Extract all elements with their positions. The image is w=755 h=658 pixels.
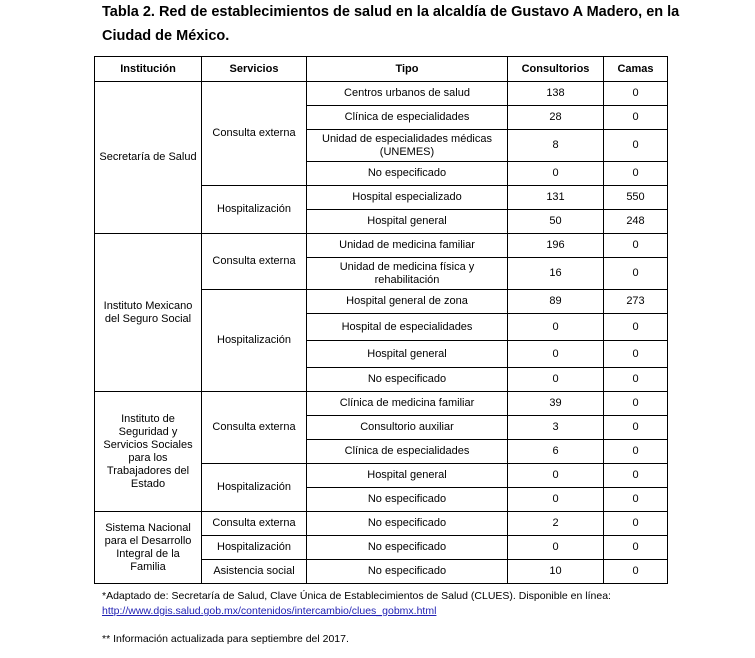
consultorios-cell: 16: [508, 258, 604, 290]
institution-cell: Sistema Nacional para el Desarrollo Integral de la Familia: [95, 512, 202, 584]
consultorios-cell: 3: [508, 416, 604, 440]
institution-cell: Secretaría de Salud: [95, 82, 202, 234]
camas-cell: 550: [604, 186, 668, 210]
tipo-cell: No especificado: [307, 512, 508, 536]
consultorios-cell: 10: [508, 560, 604, 584]
camas-cell: 0: [604, 234, 668, 258]
camas-cell: 0: [604, 162, 668, 186]
tipo-cell: Clínica de especialidades: [307, 440, 508, 464]
consultorios-cell: 6: [508, 440, 604, 464]
tipo-cell: Hospital general: [307, 464, 508, 488]
camas-cell: 0: [604, 368, 668, 392]
consultorios-cell: 50: [508, 210, 604, 234]
service-cell: Hospitalización: [202, 536, 307, 560]
camas-cell: 0: [604, 258, 668, 290]
tipo-cell: No especificado: [307, 368, 508, 392]
header-institucion: Institución: [95, 57, 202, 82]
consultorios-cell: 89: [508, 290, 604, 314]
consultorios-cell: 8: [508, 130, 604, 162]
tipo-cell: Clínica de especialidades: [307, 106, 508, 130]
tipo-cell: Unidad de medicina física y rehabilitación: [307, 258, 508, 290]
tipo-cell: No especificado: [307, 536, 508, 560]
service-cell: Consulta externa: [202, 512, 307, 536]
table-notes: [102, 589, 682, 658]
table-row: [95, 512, 668, 536]
consultorios-cell: 0: [508, 464, 604, 488]
consultorios-cell: 138: [508, 82, 604, 106]
service-cell: Consulta externa: [202, 392, 307, 464]
header-row: [95, 57, 668, 82]
tipo-cell: Hospital general de zona: [307, 290, 508, 314]
camas-cell: 0: [604, 341, 668, 368]
table-row: [95, 82, 668, 106]
table-row: [95, 234, 668, 258]
table-row: [95, 392, 668, 416]
tipo-cell: No especificado: [307, 560, 508, 584]
institution-cell: Instituto Mexicano del Seguro Social: [95, 234, 202, 392]
tipo-cell: Unidad de medicina familiar: [307, 234, 508, 258]
camas-cell: 0: [604, 488, 668, 512]
consultorios-cell: 0: [508, 536, 604, 560]
table-title: Tabla 2. Red de establecimientos de salud en la alcaldía de Gustavo A Madero, en la Ciudad de México.: [102, 4, 680, 44]
camas-cell: 0: [604, 82, 668, 106]
tipo-cell: Hospital de especialidades: [307, 314, 508, 341]
tipo-cell: Centros urbanos de salud: [307, 82, 508, 106]
service-cell: Hospitalización: [202, 290, 307, 392]
consultorios-cell: 0: [508, 341, 604, 368]
service-cell: Consulta externa: [202, 82, 307, 186]
camas-cell: 0: [604, 314, 668, 341]
tipo-cell: Hospital general: [307, 341, 508, 368]
camas-cell: 0: [604, 512, 668, 536]
camas-cell: 0: [604, 440, 668, 464]
tipo-cell: Hospital general: [307, 210, 508, 234]
consultorios-cell: 0: [508, 162, 604, 186]
service-cell: Asistencia social: [202, 560, 307, 584]
tipo-cell: No especificado: [307, 488, 508, 512]
source-text: *Adaptado de: Secretaría de Salud, Clave Única de Establecimientos de Salud (CLUES). Disponible en línea:: [102, 590, 611, 602]
camas-cell: 248: [604, 210, 668, 234]
camas-cell: 0: [604, 392, 668, 416]
camas-cell: 0: [604, 106, 668, 130]
tipo-cell: Clínica de medicina familiar: [307, 392, 508, 416]
camas-cell: 0: [604, 464, 668, 488]
service-cell: Consulta externa: [202, 234, 307, 290]
service-cell: Hospitalización: [202, 186, 307, 234]
consultorios-cell: 39: [508, 392, 604, 416]
health-establishments-table: [94, 56, 668, 584]
tipo-cell: Consultorio auxiliar: [307, 416, 508, 440]
consultorios-cell: 2: [508, 512, 604, 536]
clues-link[interactable]: http://www.dgis.salud.gob.mx/contenidos/intercambio/clues_gobmx.html: [102, 605, 437, 617]
consultorios-cell: 0: [508, 368, 604, 392]
consultorios-cell: 28: [508, 106, 604, 130]
camas-cell: 273: [604, 290, 668, 314]
header-camas: Camas: [604, 57, 668, 82]
consultorios-cell: 131: [508, 186, 604, 210]
camas-cell: 0: [604, 416, 668, 440]
institution-cell: Instituto de Seguridad y Servicios Sociales para los Trabajadores del Estado: [95, 392, 202, 512]
update-note: ** Información actualizada para septiembre del 2017.: [102, 633, 349, 645]
consultorios-cell: 196: [508, 234, 604, 258]
source-note: [102, 589, 682, 619]
header-tipo: Tipo: [307, 57, 508, 82]
service-cell: Hospitalización: [202, 464, 307, 512]
tipo-cell: Hospital especializado: [307, 186, 508, 210]
consultorios-cell: 0: [508, 488, 604, 512]
tipo-cell: No especificado: [307, 162, 508, 186]
header-consultorios: Consultorios: [508, 57, 604, 82]
tipo-cell: Unidad de especialidades médicas (UNEMES): [307, 130, 508, 162]
camas-cell: 0: [604, 560, 668, 584]
camas-cell: 0: [604, 130, 668, 162]
camas-cell: 0: [604, 536, 668, 560]
consultorios-cell: 0: [508, 314, 604, 341]
table-body: [95, 82, 668, 584]
header-servicios: Servicios: [202, 57, 307, 82]
